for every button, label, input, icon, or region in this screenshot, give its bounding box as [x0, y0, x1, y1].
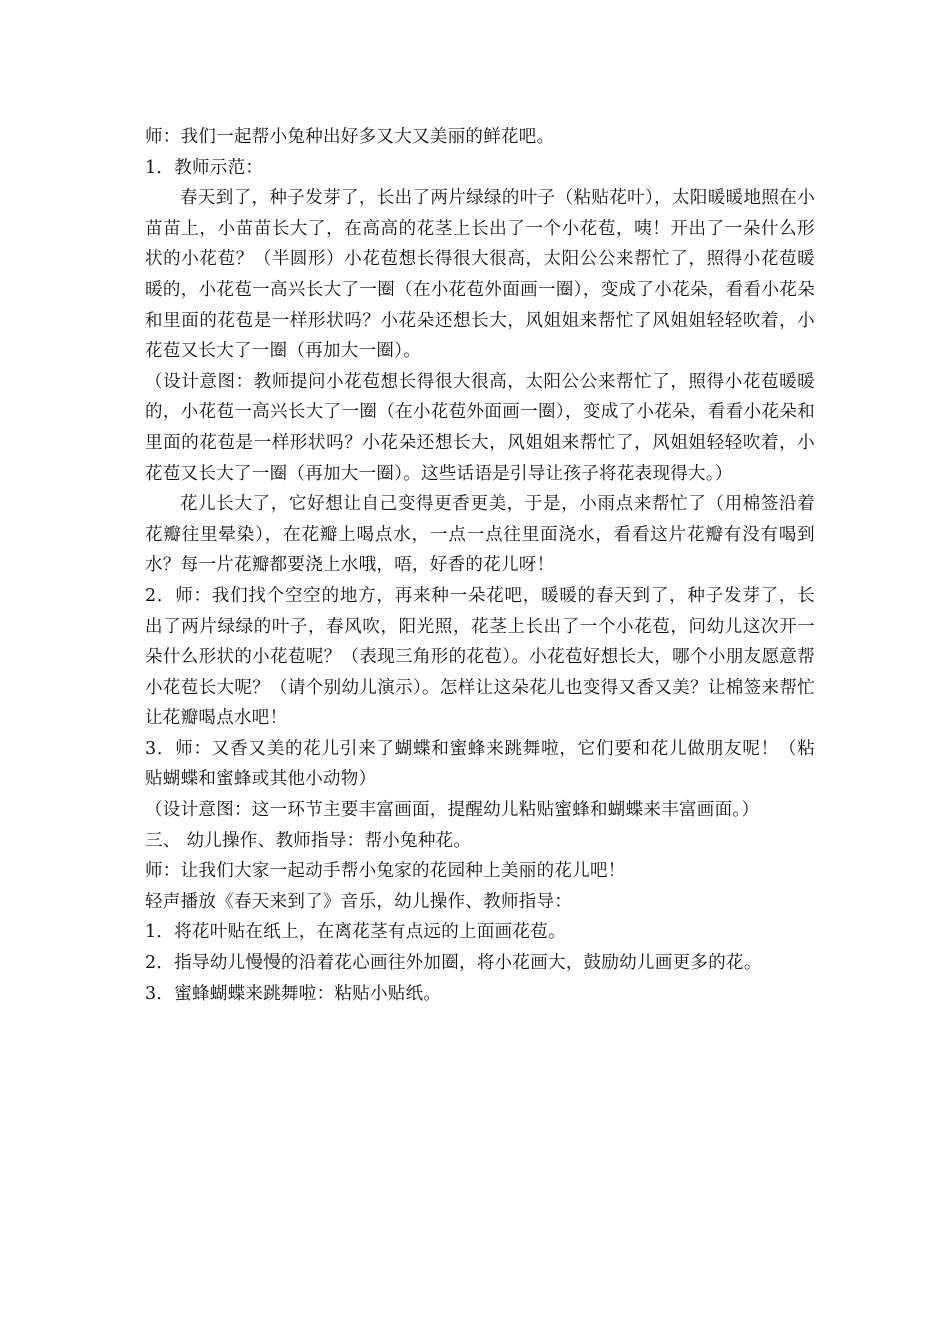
list-item-3: 3．蜜蜂蝴蝶来跳舞啦：粘贴小贴纸。 [145, 983, 442, 1004]
document-body [145, 122, 815, 1009]
paragraph-step-3: 3．师：又香又美的花儿引来了蝴蝶和蜜蜂来跳舞啦，它们要和花儿做朋友呢！（粘贴蝴蝶和蜜蜂或其他小动物） [145, 738, 815, 790]
paragraph-teacher-intro: 师：我们一起帮小兔种出好多又大又美丽的鲜花吧。 [145, 127, 555, 147]
heading-teacher-demo: 1．教师示范： [145, 157, 264, 178]
paragraph-teacher-invite: 师：让我们大家一起动手帮小兔家的花园种上美丽的花儿吧！ [145, 861, 626, 882]
heading-section-3: 三、 幼儿操作、教师指导：帮小兔种花。 [145, 830, 472, 851]
paragraph-design-intent-1: （设计意图：教师提问小花苞想长得很大很高，太阳公公来帮忙了，照得小花苞暖暖的，小花苞一高兴长大了一圈（在小花苞外面画一圈），变成了小花朵，看看小花朵和里面的花苞是一样形状吗？小花朵还想长大，风姐姐来帮忙了，风姐姐轻轻吹着，小花苞又长大了一圈（再加大一圈）。这些话语是引导让孩子将花表现得大。） [145, 371, 815, 484]
paragraph-spring-story: 春天到了，种子发芽了，长出了两片绿绿的叶子（粘贴花叶），太阳暖暖地照在小苗苗上，小苗苗长大了，在高高的花茎上长出了一个小花苞，咦！开出了一朵什么形状的小花苞？（半圆形）小花苞想长得很大很高，太阳公公来帮忙了，照得小花苞暖暖的，小花苞一高兴长大了一圈（在小花苞外面画一圈），变成了小花朵，看看小花朵和里面的花苞是一样形状吗？小花朵还想长大，风姐姐来帮忙了风姐姐轻轻吹着，小花苞又长大了一圈（再加大一圈）。 [145, 188, 815, 362]
paragraph-music: 轻声播放《春天来到了》音乐，幼儿操作、教师指导： [145, 891, 573, 912]
paragraph-step-2: 2．师：我们找个空空的地方，再来种一朵花吧，暖暖的春天到了，种子发芽了，长出了两片绿绿的叶子，春风吹，阳光照，花茎上长出了一个小花苞，问幼儿这次开一朵什么形状的小花苞呢？（表现三角形的花苞）。小花苞好想长大，哪个小朋友愿意帮小花苞长大呢？（请个别幼儿演示）。怎样让这朵花儿也变得又香又美？让棉签来帮忙让花瓣喝点水吧！ [145, 585, 815, 729]
list-item-1: 1．将花叶贴在纸上，在离花茎有点远的上面画花苞。 [145, 922, 566, 943]
paragraph-flower-grows: 花儿长大了，它好想让自己变得更香更美，于是，小雨点来帮忙了（用棉签沿着花瓣往里晕染），在花瓣上喝点水，一点一点往里面浇水，看看这片花瓣有没有喝到水？每一片花瓣都要浇上水哦，唔，好香的花儿呀！ [145, 494, 815, 576]
paragraph-design-intent-2: （设计意图：这一环节主要丰富画面，提醒幼儿粘贴蜜蜂和蝴蝶来丰富画面。） [145, 800, 760, 821]
list-item-2: 2．指导幼儿慢慢的沿着花心画往外加圈，将小花画大，鼓励幼儿画更多的花。 [145, 953, 762, 974]
